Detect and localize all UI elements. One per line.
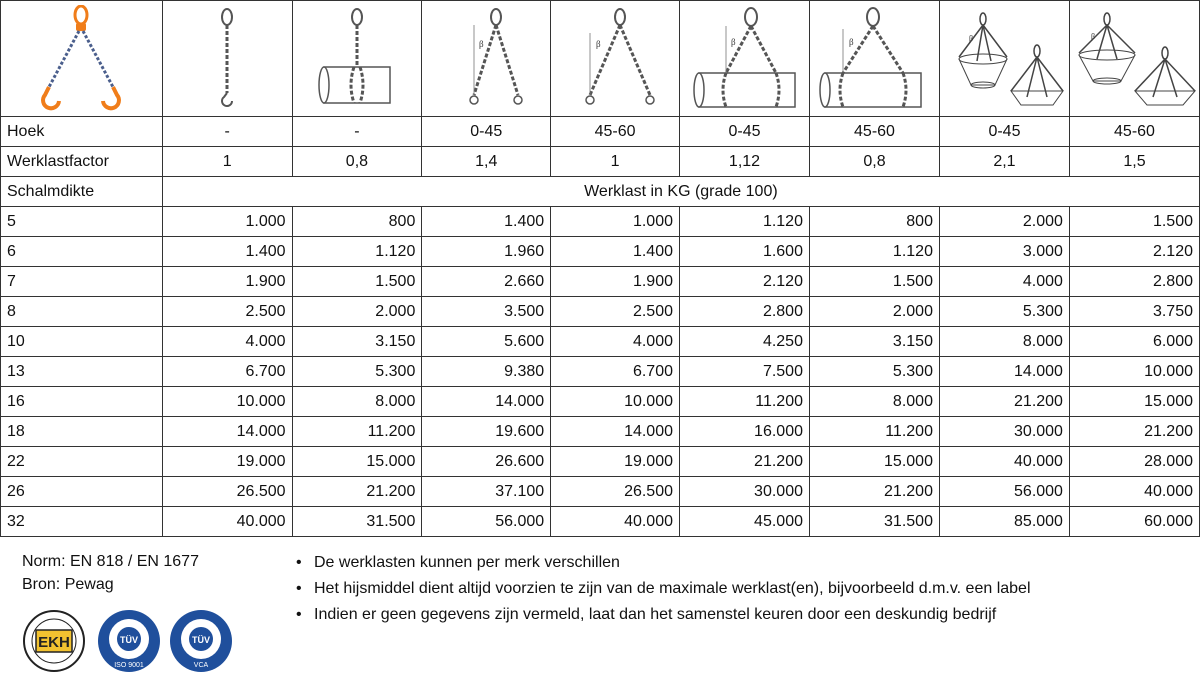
werklast-cell: 5.300 — [292, 357, 422, 387]
tuv-vca-label: VCA — [193, 662, 209, 669]
werklast-cell: 14.000 — [551, 417, 680, 447]
angle-beta-label: β — [479, 38, 484, 49]
two-leg-angle-0-45-icon — [441, 5, 531, 113]
table-row — [1, 417, 1200, 447]
illustration-cell — [551, 1, 680, 117]
werklast-cell: 1.000 — [162, 207, 292, 237]
werklast-cell: 21.200 — [292, 477, 422, 507]
illustration-cell — [1069, 1, 1199, 117]
werklast-cell: 26.500 — [162, 477, 292, 507]
werklast-cell: 1.400 — [162, 237, 292, 267]
bullet-glyph: • — [296, 554, 302, 571]
werklast-cell: 7.500 — [680, 357, 810, 387]
hoek-cell: 45-60 — [809, 117, 939, 147]
werklast-cell: 56.000 — [939, 477, 1069, 507]
schalmdikte-cell: 26 — [1, 477, 163, 507]
werklast-cell: 6.700 — [162, 357, 292, 387]
schalmdikte-cell: 8 — [1, 297, 163, 327]
row-label: Werklastfactor — [1, 147, 163, 177]
factor-cell: 1 — [162, 147, 292, 177]
werklast-cell: 1.600 — [680, 237, 810, 267]
illustration-cell — [162, 1, 292, 117]
werklast-cell: 2.500 — [551, 297, 680, 327]
tuv-iso-brand: TÜV — [120, 635, 138, 645]
werklast-cell: 2.120 — [1069, 237, 1199, 267]
werklast-cell: 10.000 — [162, 387, 292, 417]
werklast-cell: 8.000 — [809, 387, 939, 417]
werklast-header: Werklast in KG (grade 100) — [162, 177, 1199, 207]
tuv-vca-logo — [168, 608, 234, 674]
werklast-cell: 19.000 — [551, 447, 680, 477]
werklast-cell: 26.500 — [551, 477, 680, 507]
hoek-cell: 45-60 — [1069, 117, 1199, 147]
werklast-cell: 5.600 — [422, 327, 551, 357]
werklast-cell: 3.500 — [422, 297, 551, 327]
werklast-cell: 5.300 — [809, 357, 939, 387]
werklast-cell: 40.000 — [551, 507, 680, 537]
source-info — [22, 550, 199, 596]
table-row — [1, 237, 1200, 267]
illustration-cell — [939, 1, 1069, 117]
factor-cell: 1,4 — [422, 147, 551, 177]
werklast-cell: 4.000 — [939, 267, 1069, 297]
werklast-cell: 85.000 — [939, 507, 1069, 537]
werklast-cell: 14.000 — [422, 387, 551, 417]
ekh-logo-text: EKH — [38, 634, 70, 651]
werklast-cell: 45.000 — [680, 507, 810, 537]
werklast-cell: 3.150 — [809, 327, 939, 357]
werklast-cell: 30.000 — [939, 417, 1069, 447]
data-rows — [1, 207, 1200, 537]
werklast-cell: 1.400 — [551, 237, 680, 267]
notes-list — [296, 550, 1031, 628]
werklast-cell: 2.800 — [680, 297, 810, 327]
tuv-iso-9001-logo — [96, 608, 162, 674]
illustration-cell — [680, 1, 810, 117]
werklast-cell: 19.000 — [162, 447, 292, 477]
factor-cell: 1,5 — [1069, 147, 1199, 177]
werklast-cell: 1.500 — [809, 267, 939, 297]
werklast-cell: 1.120 — [292, 237, 422, 267]
werklast-cell: 14.000 — [162, 417, 292, 447]
werklast-cell: 37.100 — [422, 477, 551, 507]
hoek-cell: 45-60 — [551, 117, 680, 147]
tuv-vca-brand: TÜV — [192, 635, 210, 645]
schalmdikte-header-row — [1, 177, 1200, 207]
row-label: Hoek — [1, 117, 163, 147]
factor-cell: 2,1 — [939, 147, 1069, 177]
note-item — [296, 602, 1031, 628]
angle-beta-label: β — [849, 36, 855, 47]
werklast-cell: 4.000 — [162, 327, 292, 357]
note-text: Indien er geen gegevens zijn vermeld, laat dan het samenstel keuren door een deskundig bedrijf — [314, 606, 997, 623]
werklast-cell: 1.400 — [422, 207, 551, 237]
werklast-cell: 1.120 — [680, 207, 810, 237]
factor-cell: 1,12 — [680, 147, 810, 177]
werklastfactor-row — [1, 147, 1200, 177]
werklast-cell: 15.000 — [809, 447, 939, 477]
angle-beta-label: β — [731, 36, 737, 47]
row-label: Schalmdikte — [1, 177, 163, 207]
hoek-row — [1, 117, 1200, 147]
werklast-cell: 2.000 — [939, 207, 1069, 237]
werklast-cell: 1.900 — [162, 267, 292, 297]
table-row — [1, 447, 1200, 477]
werklast-cell: 8.000 — [939, 327, 1069, 357]
werklast-cell: 21.200 — [680, 447, 810, 477]
basket-0-45-icon — [941, 5, 1067, 113]
werklast-cell: 1.500 — [1069, 207, 1199, 237]
werklast-cell: 6.000 — [1069, 327, 1199, 357]
schalmdikte-cell: 6 — [1, 237, 163, 267]
werklast-cell: 800 — [809, 207, 939, 237]
werklast-cell: 2.800 — [1069, 267, 1199, 297]
angle-beta-label: β — [969, 33, 974, 43]
note-item — [296, 576, 1031, 602]
table-row — [1, 507, 1200, 537]
hoek-cell: 0-45 — [422, 117, 551, 147]
bullet-glyph: • — [296, 606, 302, 623]
table-row — [1, 477, 1200, 507]
footer — [0, 546, 1200, 679]
note-item — [296, 550, 1031, 576]
factor-cell: 0,8 — [809, 147, 939, 177]
hoek-cell: - — [292, 117, 422, 147]
illustration-cell — [809, 1, 939, 117]
schalmdikte-cell: 5 — [1, 207, 163, 237]
ekh-logo — [22, 608, 86, 674]
werklast-cell: 11.200 — [292, 417, 422, 447]
werklast-cell: 31.500 — [292, 507, 422, 537]
werklast-cell: 2.500 — [162, 297, 292, 327]
note-text: De werklasten kunnen per merk verschillen — [314, 554, 620, 571]
single-leg-choke-icon — [312, 5, 402, 113]
schalmdikte-cell: 10 — [1, 327, 163, 357]
schalmdikte-cell: 32 — [1, 507, 163, 537]
werklast-cell: 21.200 — [809, 477, 939, 507]
werklast-cell: 3.150 — [292, 327, 422, 357]
werklast-cell: 60.000 — [1069, 507, 1199, 537]
schalmdikte-cell: 18 — [1, 417, 163, 447]
factor-cell: 0,8 — [292, 147, 422, 177]
two-leg-choke-45-60-icon — [811, 5, 937, 113]
werklast-cell: 30.000 — [680, 477, 810, 507]
illustration-row — [1, 1, 1200, 117]
werklast-cell: 8.000 — [292, 387, 422, 417]
werklast-cell: 2.120 — [680, 267, 810, 297]
note-text: Het hijsmiddel dient altijd voorzien te zijn van de maximale werklast(en), bijvoorbeeld d.m.v. een label — [314, 580, 1031, 597]
norm-text: Norm: EN 818 / EN 1677 — [22, 553, 199, 570]
hoek-cell: - — [162, 117, 292, 147]
werklast-cell: 10.000 — [551, 387, 680, 417]
werklast-cell: 1.500 — [292, 267, 422, 297]
werklast-cell: 16.000 — [680, 417, 810, 447]
hoek-cell: 0-45 — [939, 117, 1069, 147]
werklast-cell: 26.600 — [422, 447, 551, 477]
werklast-cell: 1.900 — [551, 267, 680, 297]
werklast-cell: 11.200 — [809, 417, 939, 447]
werklast-cell: 4.000 — [551, 327, 680, 357]
werklast-cell: 40.000 — [1069, 477, 1199, 507]
werklast-cell: 2.000 — [292, 297, 422, 327]
two-leg-angle-45-60-icon — [570, 5, 660, 113]
illustration-cell — [1, 1, 163, 117]
table-row — [1, 297, 1200, 327]
bullet-glyph: • — [296, 580, 302, 597]
werklast-cell: 28.000 — [1069, 447, 1199, 477]
werklast-cell: 31.500 — [809, 507, 939, 537]
werklast-cell: 40.000 — [162, 507, 292, 537]
table-row — [1, 327, 1200, 357]
werklast-cell: 15.000 — [292, 447, 422, 477]
werklast-cell: 1.960 — [422, 237, 551, 267]
werklast-cell: 1.000 — [551, 207, 680, 237]
schalmdikte-cell: 22 — [1, 447, 163, 477]
werklast-cell: 14.000 — [939, 357, 1069, 387]
werklast-cell: 10.000 — [1069, 357, 1199, 387]
werklast-cell: 15.000 — [1069, 387, 1199, 417]
two-leg-choke-0-45-icon — [681, 5, 807, 113]
werklast-cell: 5.300 — [939, 297, 1069, 327]
werklast-cell: 4.250 — [680, 327, 810, 357]
schalmdikte-cell: 7 — [1, 267, 163, 297]
illustration-cell — [292, 1, 422, 117]
bron-text: Bron: Pewag — [22, 576, 114, 593]
illustration-cell — [422, 1, 551, 117]
factor-cell: 1 — [551, 147, 680, 177]
werklast-cell: 6.700 — [551, 357, 680, 387]
double-leg-chain-sling-icon — [31, 5, 131, 113]
table-row — [1, 207, 1200, 237]
werklast-cell: 9.380 — [422, 357, 551, 387]
werklast-cell: 21.200 — [1069, 417, 1199, 447]
tuv-iso-label: ISO 9001 — [114, 662, 144, 669]
werklast-cell: 11.200 — [680, 387, 810, 417]
schalmdikte-cell: 13 — [1, 357, 163, 387]
angle-beta-label: β — [1091, 31, 1096, 41]
basket-45-60-icon — [1071, 5, 1197, 113]
werklast-cell: 2.660 — [422, 267, 551, 297]
werklast-cell: 3.750 — [1069, 297, 1199, 327]
table-row — [1, 267, 1200, 297]
werklast-cell: 40.000 — [939, 447, 1069, 477]
werklast-cell: 21.200 — [939, 387, 1069, 417]
werklast-cell: 2.000 — [809, 297, 939, 327]
schalmdikte-cell: 16 — [1, 387, 163, 417]
table-row — [1, 387, 1200, 417]
werklast-cell: 3.000 — [939, 237, 1069, 267]
werklast-cell: 19.600 — [422, 417, 551, 447]
table-row — [1, 357, 1200, 387]
werklast-cell: 56.000 — [422, 507, 551, 537]
hoek-cell: 0-45 — [680, 117, 810, 147]
angle-beta-label: β — [596, 38, 601, 49]
werklast-cell: 1.120 — [809, 237, 939, 267]
single-leg-vertical-icon — [197, 5, 257, 113]
werklast-cell: 800 — [292, 207, 422, 237]
